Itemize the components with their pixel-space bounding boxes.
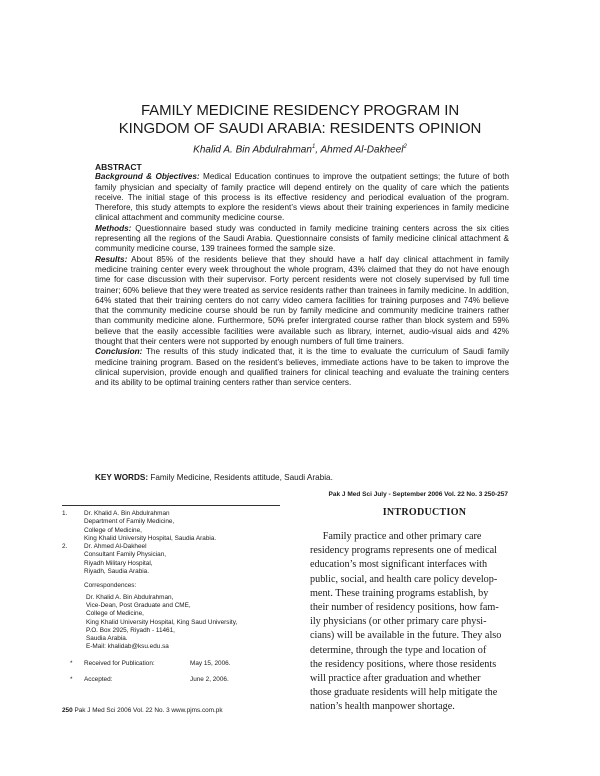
affiliation-2-number: 2. [62,543,68,551]
footer-text: Pak J Med Sci 2006 Vol. 22 No. 3 www.pjms.com.pk [72,707,223,714]
footnote-divider [62,505,280,506]
author-1-sup: 1 [311,144,316,150]
correspondence-block [62,594,302,652]
introduction-line: their number of residency positions, how fam- [310,602,499,614]
affiliation-line: King Khalid University Hospital, Saudia Arabia. [84,534,217,542]
abstract-background [95,172,509,223]
affiliation-line: Dr. Ahmed Al-Dakheel [84,543,147,551]
affiliation-line: College of Medicine, [84,526,142,534]
affiliation-line: Consultant Family Physician, [84,551,167,559]
affiliation-line: Dr. Khalid A. Bin Abdulrahman [84,510,170,517]
accepted-row [62,676,302,692]
keywords [95,473,509,482]
publication-dates [62,660,302,692]
journal-reference: Pak J Med Sci July - September 2006 Vol. 22 No. 3 250-257 [328,491,508,498]
accepted-date: June 2, 2006. [190,675,229,683]
affiliation-2 [62,543,302,576]
abstract [95,162,509,389]
affiliation-line: Riyadh, Saudia Arabia. [84,568,150,576]
correspondence-line: Dr. Khalid A. Bin Abdulrahman, [86,593,174,601]
correspondence-line: Saudia Arabia. [86,635,128,643]
abstract-heading: ABSTRACT [95,162,142,172]
affiliation-line: Riyadh Military Hospital, [84,559,153,567]
author-separator: , [315,144,321,156]
abstract-methods [95,224,509,255]
keywords-label: KEY WORDS: [95,473,149,482]
received-date: May 15, 2006. [190,659,231,667]
abstract-results [95,255,509,348]
affiliation-notes [62,510,302,692]
keywords-text: Family Medicine, Residents attitude, Saudi Arabia. [148,473,333,482]
results-label: Results: [95,254,128,264]
affiliation-line: Department of Family Medicine, [84,518,175,526]
introduction-line: education’s most significant interfaces with [310,559,488,571]
results-text: About 85% of the residents believe that they should have a half day clinical attachment in family medicine training center every week throughout the whole program, 43% claimed that they do not have enough time for case discussion with their supervisor. Forty percent residents were not closely supervised by full time trainer; 60% believe that they were treated as service residents rather than trainees in family medicine. In addition, 64% stated that their training centers do not carry video camera facilities for training purposes and 74% believe that the community medicine course should be run by family medicine and community medicine trainers rather than community medicine alone. Furthermore, 50% prefer intergrated course rather than block system and 59% believe that the easily accessible facilities were available such as library, internet, audio-visual aids and 42% thought that their centers were not supported by enough numbers of full time trainers. [95,254,509,347]
introduction-body [310,530,539,715]
conclusion-label: Conclusion: [95,347,143,357]
correspondence-line: Vice-Dean, Post Graduate and CME, [86,601,191,609]
received-row [62,660,302,676]
introduction-line: will practice after graduation and whether [310,673,481,685]
affiliation-1-number: 1. [62,510,68,517]
asterisk-icon: * [70,659,73,667]
page-footer [62,707,223,714]
title-line-2: KINGDOM OF SAUDI ARABIA: RESIDENTS OPINION [118,120,482,137]
introduction-line: ment. These training programs establish, by [310,587,489,599]
methods-text: Questionnaire based study was conducted in family medicine training centers across the six cities representing all the regions of the Saudi Arabia. Questionnaire consists of family medicine clinical attachment & community medicine course, 139 trainees formed the sample size. [95,223,509,254]
received-label: Received for Publication: [84,659,155,667]
accepted-label: Accepted: [84,675,113,683]
article-title [60,102,540,138]
correspondence-line: College of Medicine, [86,610,144,618]
conclusion-text: The results of this study indicated that, it is the time to evaluate the curriculum of Saudi family medicine training program. Based on the resident’s believes, immediate actions have to be taken to improve the clinical supervision, provide enough and qualified trainers for clinical teaching and evaluate the training centers and its ability to be optimal training centers rather than service centers. [95,347,509,388]
introduction-line: ily physicians (or other primary care physi- [310,616,487,628]
introduction-line: public, social, and health care policy develop- [310,573,498,585]
asterisk-icon: * [70,675,73,683]
correspondence-line: King Khalid University Hospital, King Saud University, [86,618,238,626]
author-2: Ahmed Al-Dakheel [320,144,404,156]
abstract-conclusion [95,347,509,388]
introduction-line: residency programs represents one of medical [310,545,497,557]
author-line [60,144,540,155]
introduction-line: nation’s health manpower shortage. [310,701,455,713]
correspondence-heading: Correspondences: [84,582,137,590]
affiliation-1 [62,510,302,543]
author-2-sup: 2 [403,144,407,150]
introduction-heading: INTRODUCTION [382,507,467,518]
background-label: Background & Objectives: [95,172,200,182]
methods-label: Methods: [95,223,132,233]
introduction-line: determine, through the type and location of [310,644,487,656]
correspondence-email: E-Mail: khalidab@ksu.edu.sa [86,643,169,651]
introduction-line: the residency positions, where those residents [310,658,497,670]
author-1: Khalid A. Bin Abdulrahman [193,144,312,156]
title-line-1: FAMILY MEDICINE RESIDENCY PROGRAM IN [140,102,460,119]
introduction-line: cians) will be available in the future. They also [310,630,502,642]
background-text: Medical Education continues to improve the outpatient settings; the future of both family physician and specialty of family practice will depend entirely on the quality of care which the patients receive. The initial stage of this process is its effective residency and periodical evaluation of the program. Therefore, this study attempts to explore the resident’s views about their training experiences in family medicine clinical attachment and community medicine course. [95,172,509,223]
introduction-line: Family practice and other primary care [310,531,482,542]
introduction-line: those graduate residents will help mitigate the [310,687,498,699]
page-number: 250 [62,707,73,714]
correspondence-line: P.O. Box 2925, Riyadh - 11461, [86,626,175,634]
